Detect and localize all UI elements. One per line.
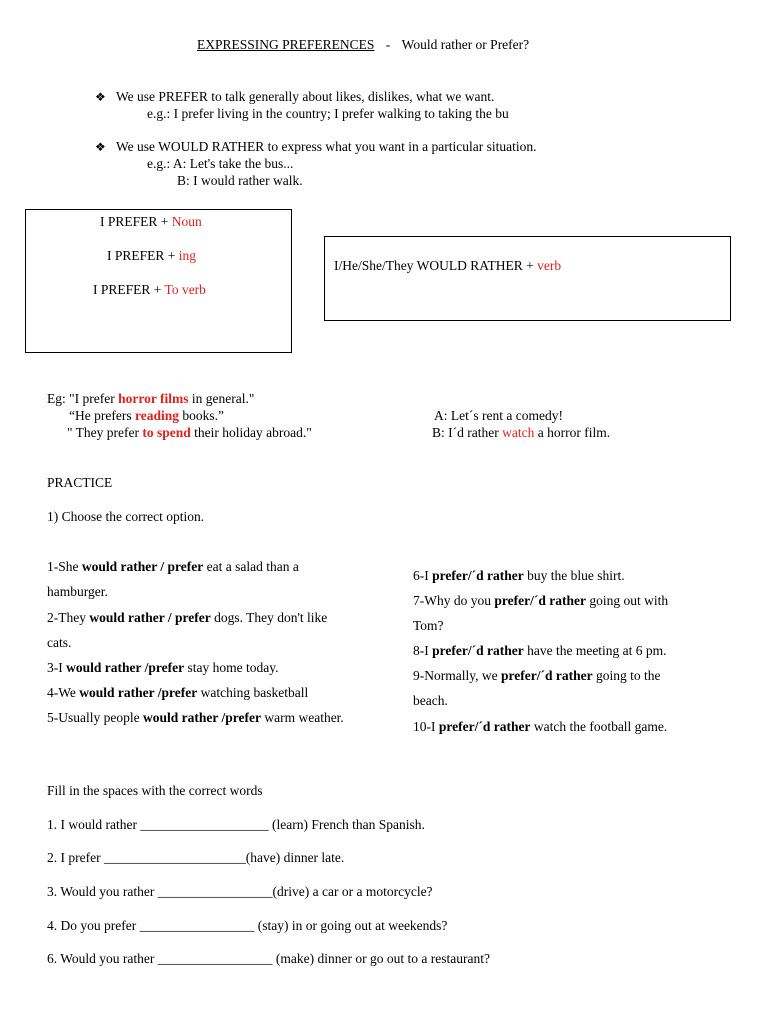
bullet-rather-example-b: B: I would rather walk. — [177, 173, 303, 188]
prefer-ing-line — [107, 248, 196, 264]
item-options: would rather /prefer — [79, 685, 198, 700]
item-options: would rather / prefer — [81, 559, 204, 574]
prefer-prefix: I PREFER + — [100, 214, 172, 229]
fill-item-2: 2. I prefer _____________________(have) dinner late. — [47, 850, 345, 865]
item-text: going to the — [592, 668, 661, 683]
example-text: books.” — [178, 408, 224, 423]
item-text: have the meeting at 6 pm. — [523, 643, 667, 658]
bullet-prefer-example: e.g.: I prefer living in the country; I prefer walking to taking the bu — [147, 106, 509, 121]
item-text: 5-Usually people — [47, 710, 143, 725]
item-text: dogs. They don't like — [210, 610, 328, 625]
practice-instruction: 1) Choose the correct option. — [47, 509, 205, 524]
example-highlight: reading — [134, 408, 179, 423]
exercise-item-6 — [413, 568, 625, 584]
item-text: 4-We — [47, 685, 80, 700]
example-text: their holiday abroad." — [190, 425, 312, 440]
item-text: 10-I — [413, 719, 439, 734]
prefer-to-verb-line — [93, 282, 206, 298]
item-options: prefer/´d rather — [500, 668, 593, 683]
bullet-prefer — [95, 89, 494, 105]
exercise-item-2 — [47, 610, 327, 626]
exercise-item-10 — [413, 719, 667, 735]
example-highlight: to spend — [142, 425, 191, 440]
item-options: would rather /prefer — [142, 710, 261, 725]
item-text: watch the football game. — [530, 719, 668, 734]
prefer-structure-box — [25, 209, 292, 353]
exercise-item-9 — [413, 668, 660, 684]
item-text: 1-She — [47, 559, 82, 574]
item-text: watching basketball — [197, 685, 309, 700]
example-to-spend — [67, 425, 312, 441]
item-options: prefer/´d rather — [432, 568, 524, 583]
prefer-prefix: I PREFER + — [93, 282, 165, 297]
rather-structure-box — [324, 236, 731, 321]
item-options: prefer/´d rather — [494, 593, 586, 608]
title-main: EXPRESSING PREFERENCES — [197, 37, 375, 52]
prefer-ing: ing — [178, 248, 197, 263]
prefer-noun-line — [100, 214, 202, 230]
example-rent-comedy: A: Let´s rent a comedy! — [434, 408, 563, 423]
item-text: stay home today. — [184, 660, 279, 675]
prefer-prefix: I PREFER + — [107, 248, 179, 263]
prefer-noun: Noun — [171, 214, 202, 229]
fill-item-6: 6. Would you rather _________________ (make) dinner or go out to a restaurant? — [47, 951, 490, 966]
exercise-item-3 — [47, 660, 278, 676]
item-text: 2-They — [47, 610, 90, 625]
example-watch-horror — [432, 425, 610, 441]
fill-item-1: 1. I would rather ___________________ (learn) French than Spanish. — [47, 817, 425, 832]
rather-verb: verb — [537, 258, 562, 273]
item-text: 7-Why do you — [413, 593, 495, 608]
exercise-item-5 — [47, 710, 344, 726]
item-text: going out with — [585, 593, 669, 608]
exercise-item-1 — [47, 559, 299, 575]
bullet-prefer-text: We use PREFER to talk generally about likes, dislikes, what we want. — [116, 89, 495, 104]
fill-item-4: 4. Do you prefer _________________ (stay) in or going out at weekends? — [47, 918, 448, 933]
item-text: eat a salad than a — [203, 559, 299, 574]
item-text: warm weather. — [260, 710, 344, 725]
title-sub: Would rather or Prefer? — [401, 37, 530, 52]
exercise-item-9-cont: beach. — [413, 693, 448, 708]
example-highlight: watch — [502, 425, 535, 440]
item-text: buy the blue shirt. — [523, 568, 625, 583]
example-text: B: I´d rather — [432, 425, 503, 440]
exercise-item-1-cont: hamburger. — [47, 584, 108, 599]
bullet-rather-example-a: e.g.: A: Let's take the bus... — [147, 156, 294, 171]
item-text: 3-I — [47, 660, 67, 675]
example-text: “He prefers — [69, 408, 135, 423]
fill-heading: Fill in the spaces with the correct words — [47, 783, 263, 798]
example-horror-films — [47, 391, 254, 407]
item-options: would rather / prefer — [89, 610, 211, 625]
example-text: a horror film. — [534, 425, 611, 440]
title-separator: - — [385, 37, 391, 52]
exercise-item-4 — [47, 685, 308, 701]
page-title — [197, 37, 529, 53]
fill-item-3: 3. Would you rather _________________(drive) a car or a motorcycle? — [47, 884, 433, 899]
example-text: in general." — [188, 391, 255, 406]
bullet-rather-text: We use WOULD RATHER to express what you want in a particular situation. — [116, 139, 537, 154]
example-text: Eg: "I prefer — [47, 391, 119, 406]
item-text: 8-I — [413, 643, 433, 658]
exercise-item-7-cont: Tom? — [413, 618, 444, 633]
example-highlight: horror films — [118, 391, 189, 406]
exercise-item-8 — [413, 643, 667, 659]
item-options: would rather /prefer — [66, 660, 185, 675]
item-options: prefer/´d rather — [432, 643, 524, 658]
example-text: " They prefer — [67, 425, 143, 440]
bullet-rather — [95, 139, 536, 155]
item-text: 9-Normally, we — [413, 668, 501, 683]
four-diamond-bullet-icon: ❖ — [95, 140, 106, 154]
prefer-to-verb: To verb — [164, 282, 206, 297]
four-diamond-bullet-icon: ❖ — [95, 90, 106, 104]
rather-prefix: I/He/She/They WOULD RATHER + — [334, 258, 538, 273]
example-reading — [69, 408, 224, 424]
exercise-item-2-cont: cats. — [47, 635, 72, 650]
practice-heading: PRACTICE — [47, 475, 113, 490]
item-text: 6-I — [413, 568, 433, 583]
item-options: prefer/´d rather — [438, 719, 531, 734]
rather-verb-line — [334, 258, 561, 274]
exercise-item-7 — [413, 593, 668, 609]
